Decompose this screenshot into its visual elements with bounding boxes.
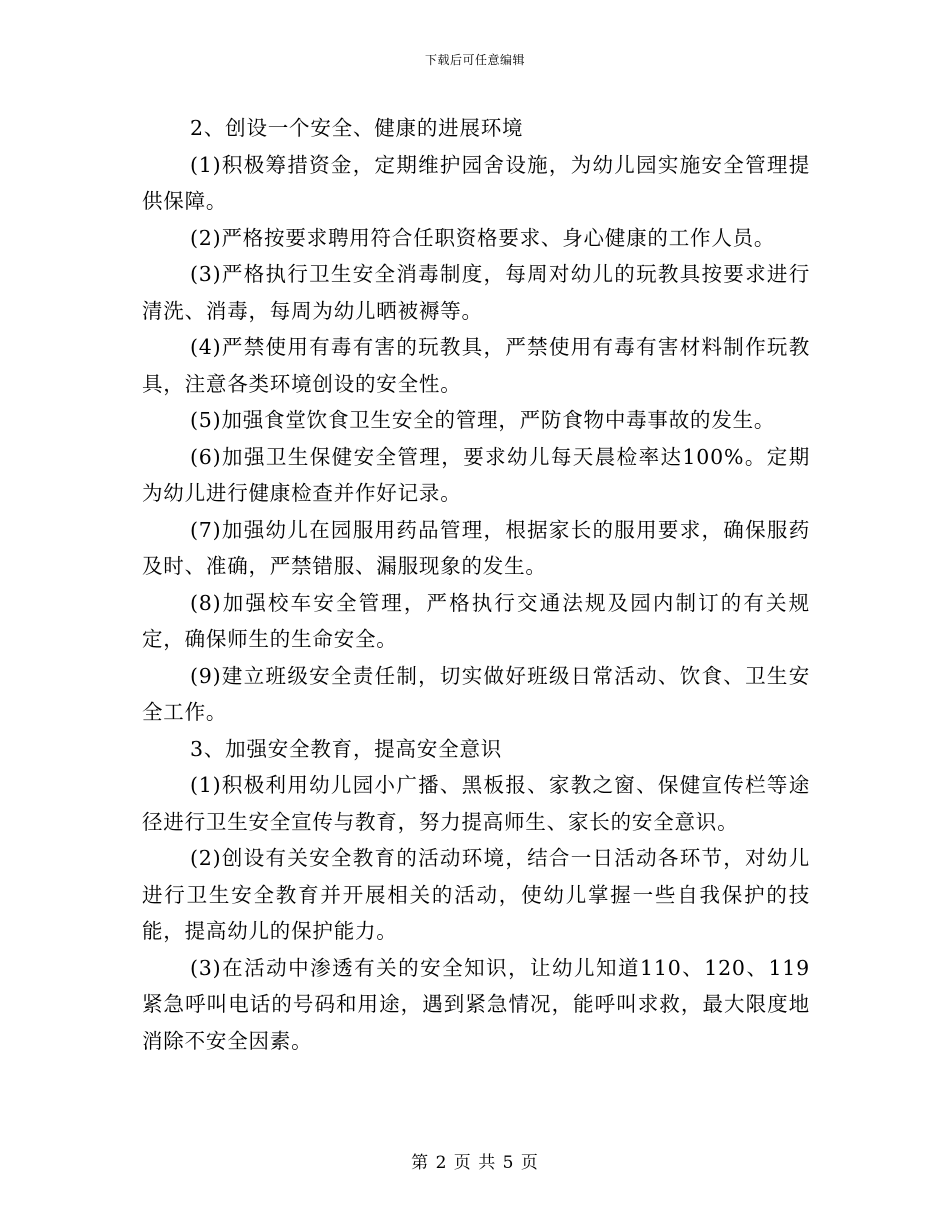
- section-heading: 2、创设一个安全、健康的进展环境: [190, 116, 524, 140]
- section-heading: 3、加强安全教育，提高安全意识: [190, 736, 503, 761]
- list-item: (1)积极利用幼儿园小广播、黑板报、家教之窗、保健宣传栏等途径进行卫生安全宣传与教育，努力提高师生、家长的安全意识。: [142, 773, 810, 834]
- list-item: (2)创设有关安全教育的活动环境，结合一日活动各环节，对幼儿进行卫生安全教育并开展相关的活动，使幼儿掌握一些自我保护的技能，提高幼儿的保护能力。: [142, 846, 810, 943]
- list-item: (9)建立班级安全责任制，切实做好班级日常活动、饮食、卫生安全工作。: [142, 663, 810, 724]
- list-item: (3)在活动中渗透有关的安全知识，让幼儿知道110、120、119紧急呼叫电话的号码和用途，遇到紧急情况，能呼叫求救，最大限度地消除不安全因素。: [142, 955, 810, 1053]
- page-footer: 第 2 页 共 5 页: [411, 1153, 539, 1173]
- list-item: (8)加强校车安全管理，严格执行交通法规及园内制订的有关规定，确保师生的生命安全。: [142, 590, 810, 651]
- list-item: (5)加强食堂饮食卫生安全的管理，严防食物中毒事故的发生。: [190, 408, 776, 432]
- list-item: (2)严格按要求聘用符合任职资格要求、身心健康的工作人员。: [190, 225, 776, 250]
- document-body: [142, 110, 810, 1059]
- list-item: (6)加强卫生保健安全管理，要求幼儿每天晨检率达100%。定期为幼儿进行健康检查并作好记录。: [142, 444, 810, 505]
- list-item: (1)积极筹措资金，定期维护园舍设施，为幼儿园实施安全管理提供保障。: [142, 152, 810, 213]
- list-item: (3)严格执行卫生安全消毒制度，每周对幼儿的玩教具按要求进行清洗、消毒，每周为幼儿晒被褥等。: [142, 262, 810, 323]
- list-item: (7)加强幼儿在园服用药品管理，根据家长的服用要求，确保服药及时、准确，严禁错服、漏服现象的发生。: [142, 517, 810, 578]
- list-item: (4)严禁使用有毒有害的玩教具，严禁使用有毒有害材料制作玩教具，注意各类环境创设的安全性。: [142, 335, 810, 396]
- page-header: 下载后可任意编辑: [424, 53, 525, 67]
